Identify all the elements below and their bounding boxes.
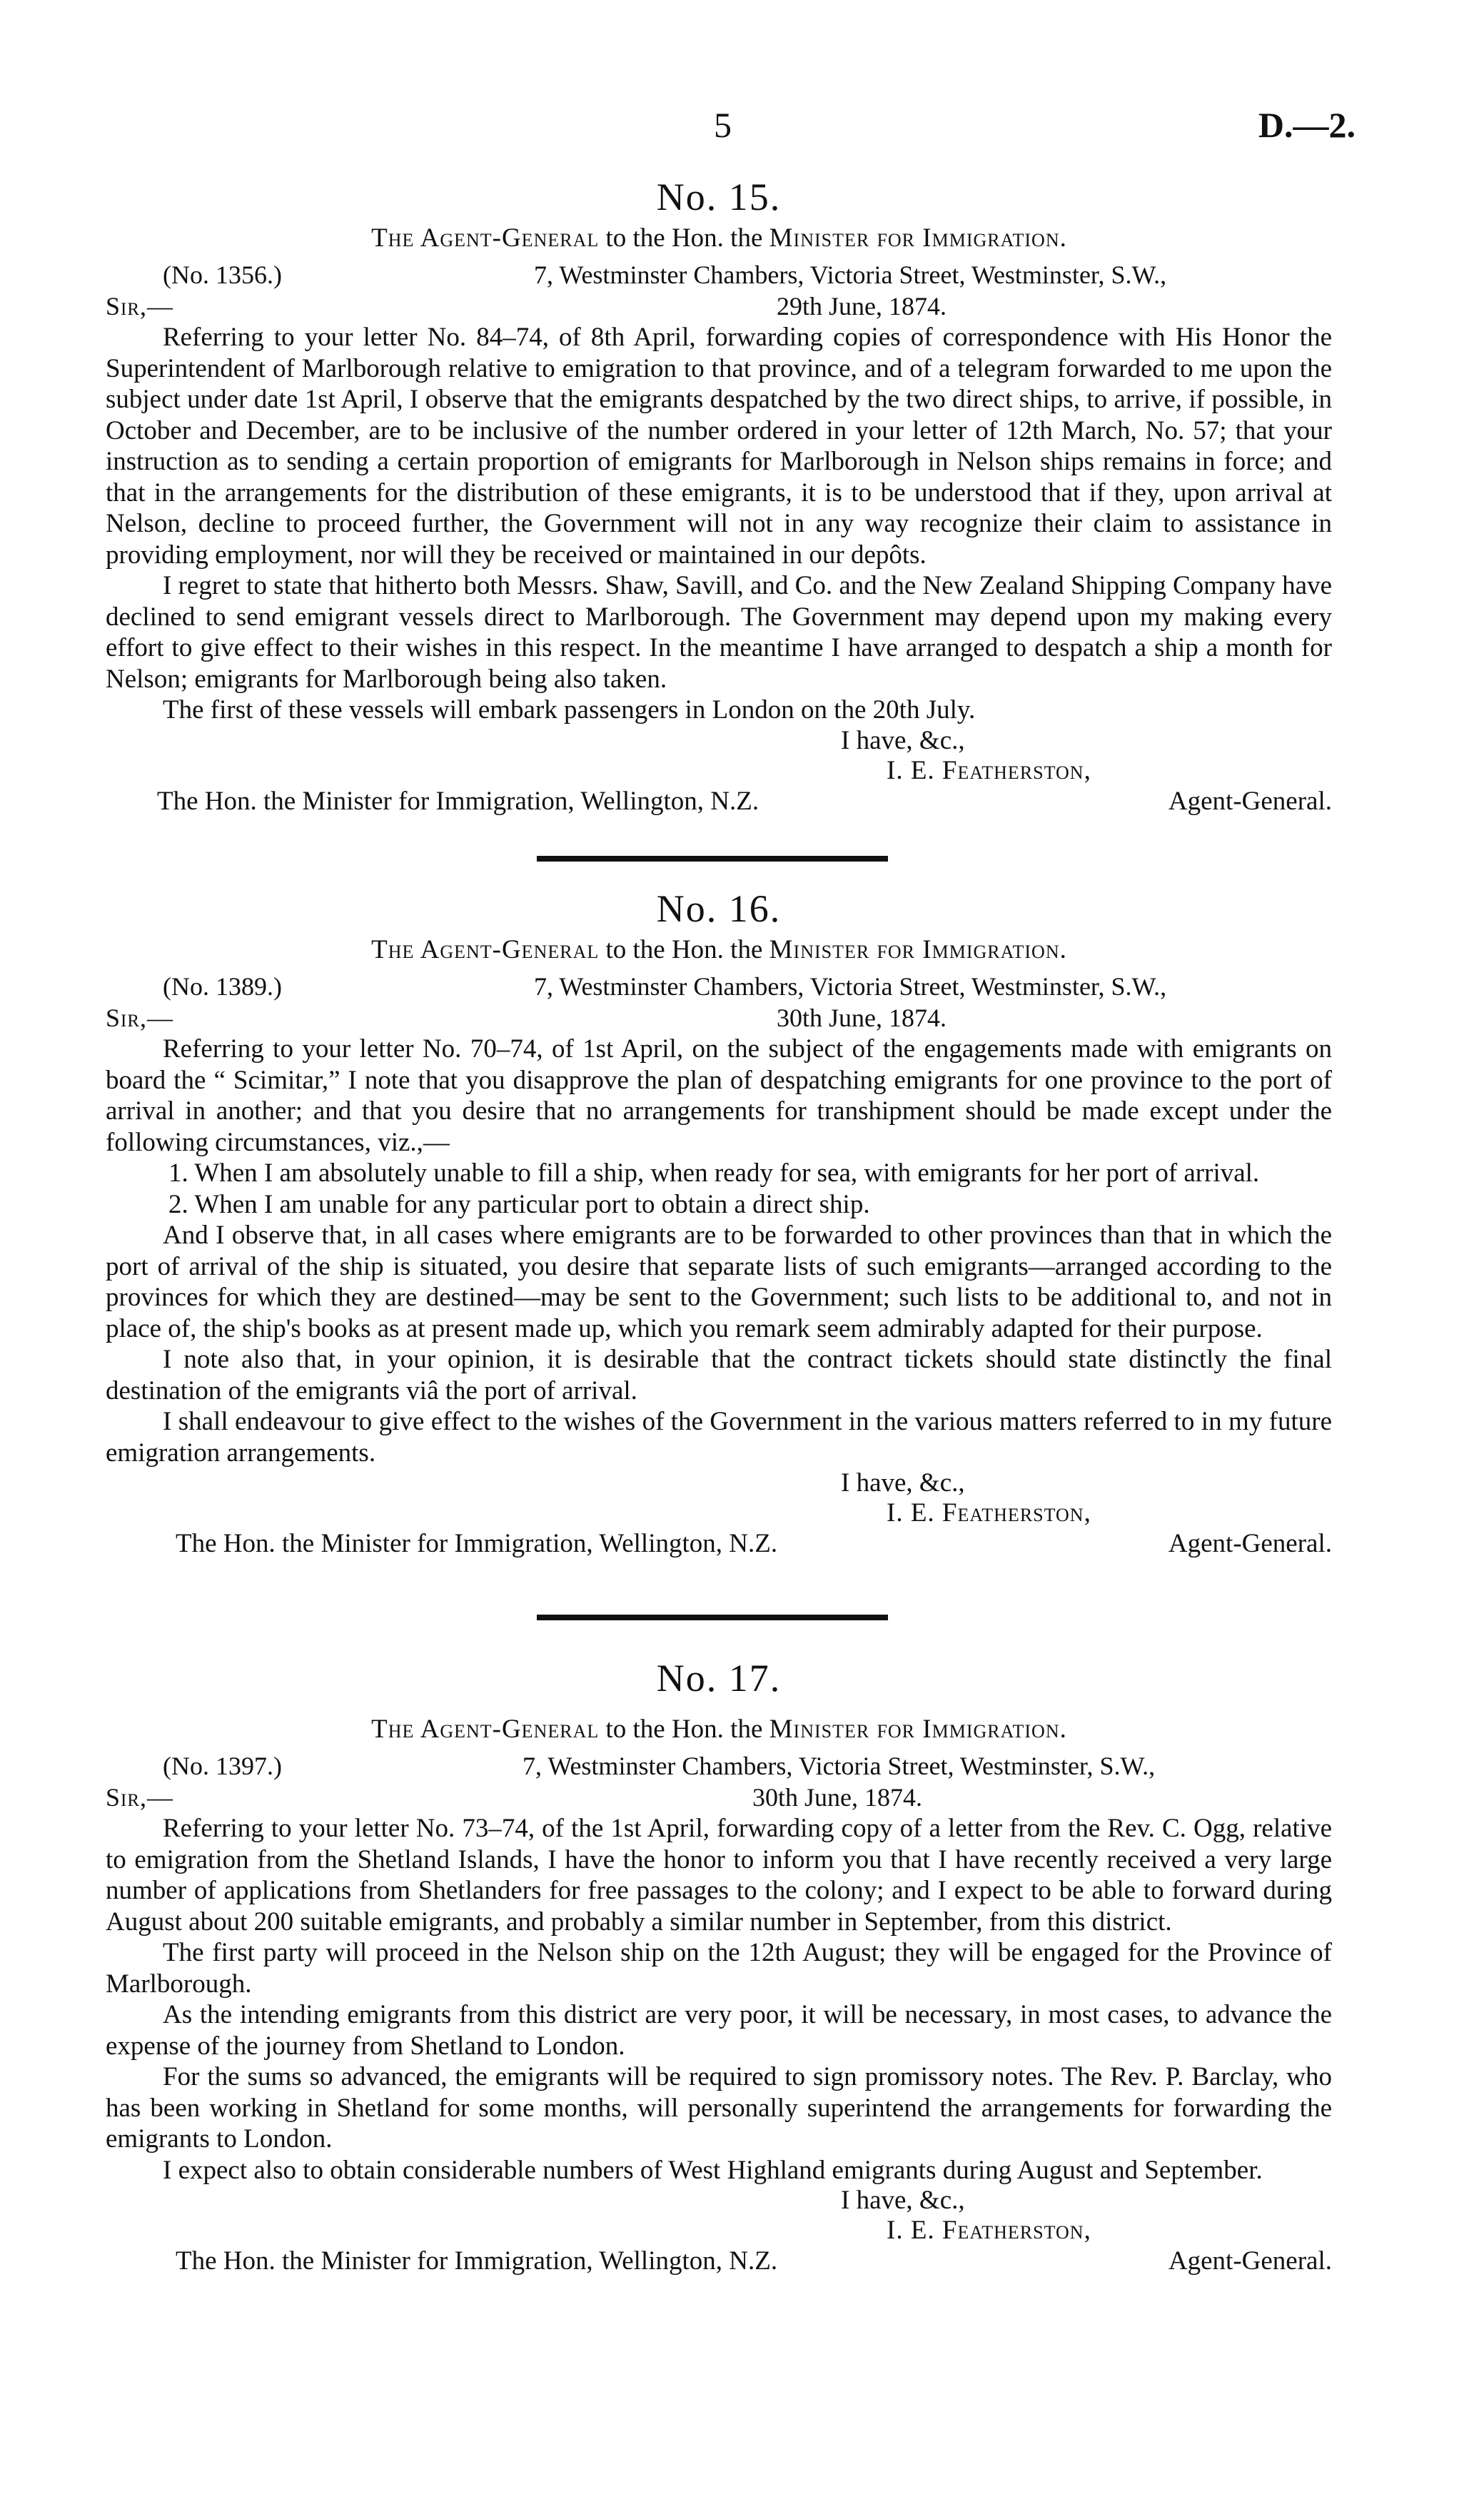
paragraph: As the intending emigrants from this district are very poor, it will be necessary, in most cases, to advance the expense of the journey from Shetland to London. [106, 2000, 1332, 2061]
paragraph: I regret to state that hitherto both Messrs. Shaw, Savill, and Co. and the New Zealand Shipping Company have declined to send emigrant vessels direct to Marlborough. The Government may depend upon my making every effort to give effect to their wishes in this respect. In the meantime I have arranged to despatch a ship a month for Nelson; emigrants for Marlborough being also taken. [106, 571, 1332, 694]
signer-role: Agent-General. [1168, 786, 1332, 816]
letter-ref: (No. 1397.) [163, 1752, 282, 1780]
addressee: The Hon. the Minister for Immigration, Wellington, N.Z. [157, 786, 759, 816]
ref-address-row [106, 971, 1332, 1002]
letter-number: No. 16. [656, 887, 782, 930]
signature [106, 1498, 1332, 1528]
letter-15 [106, 173, 1332, 817]
heading-mid: to the Hon. the [599, 223, 769, 253]
heading-to: Minister for Immigration [769, 1715, 1060, 1744]
letter-date: 29th June, 1874. [777, 292, 947, 320]
addressee-row [106, 786, 1332, 817]
paragraph: I note also that, in your opinion, it is desirable that the contract tickets should state distinctly the final destination of the emigrants viâ the port of arrival. [106, 1345, 1332, 1405]
signature-text: I. E. Featherston, [887, 2216, 1091, 2245]
heading-to: Minister for Immigration [769, 223, 1060, 253]
heading-mid: to the Hon. the [599, 935, 769, 964]
salutation: Sir,— [106, 1783, 174, 1812]
closing-text: I have, &c., [841, 725, 965, 755]
addressee-row [106, 1528, 1332, 1560]
salutation: Sir,— [106, 292, 174, 320]
section-divider [537, 1615, 888, 1620]
closing [106, 1468, 1332, 1498]
ref-address-row [106, 259, 1332, 291]
letter-number: No. 15. [656, 176, 782, 218]
paragraph: The first party will proceed in the Nelson ship on the 12th August; they will be engaged for the Province of Marlborough. [106, 1938, 1332, 1999]
sender-address: 7, Westminster Chambers, Victoria Street, Westminster, S.W., [534, 261, 1167, 289]
heading-end: . [1059, 935, 1066, 964]
paragraph: Referring to your letter No. 70–74, of 1st April, on the subject of the engagements made with emigrants on board the “ Scimitar,” I note that you disapprove the plan of despatching emigrants for one province to the port of arrival in another; and that you desire that no arrangements for transhipment should be made except under the following circumstances, viz.,— [106, 1034, 1332, 1157]
heading-end: . [1059, 1715, 1066, 1744]
letter-heading [106, 221, 1332, 256]
letter-ref: (No. 1356.) [163, 261, 282, 289]
paragraph: Referring to your letter No. 84–74, of 8th April, forwarding copies of correspondence with His Honor the Superintendent of Marlborough relative to emigration to that province, and of a telegram forwarded to me upon the subject under date 1st April, I observe that the emigrants despatched by the two direct ships, to arrive, if possible, in October and December, are to be inclusive of the number ordered in your letter of 12th March, No. 57; that your instruction as to sending a certain proportion of emigrants for Marlborough in Nelson ships remains in force; and that in the arrangements for the distribution of these emigrants, it is to be understood that if they, upon arrival at Nelson, decline to proceed further, the Government will not in any way recognize their claim to assistance in providing employment, nor will they be received or maintained in our depôts. [106, 323, 1332, 570]
ref-address-row [106, 1750, 1332, 1782]
list-item: 1. When I am absolutely unable to fill a ship, when ready for sea, with emigrants for her port of arrival. [168, 1158, 1260, 1188]
letter-heading [106, 932, 1332, 968]
salutation-date-row [106, 1782, 1332, 1813]
heading-end: . [1059, 223, 1066, 253]
addressee: The Hon. the Minister for Immigration, Wellington, N.Z. [176, 2246, 778, 2276]
paragraph: I shall endeavour to give effect to the wishes of the Government in the various matters referred to in my future emigration arrangements. [106, 1407, 1332, 1468]
closing [106, 726, 1332, 756]
signature [106, 756, 1332, 786]
letter-date: 30th June, 1874. [752, 1783, 922, 1812]
paragraph: I expect also to obtain considerable numbers of West Highland emigrants during August and September. [163, 2155, 1263, 2185]
addressee-row [106, 2246, 1332, 2277]
signer-role: Agent-General. [1168, 2246, 1332, 2276]
paragraph: The first of these vessels will embark passengers in London on the 20th July. [163, 695, 976, 725]
salutation-date-row [106, 291, 1332, 322]
heading-from: The Agent-General [371, 1715, 600, 1744]
salutation-date-row [106, 1002, 1332, 1034]
signature-text: I. E. Featherston, [887, 1498, 1091, 1528]
letter-number: No. 17. [656, 1657, 782, 1700]
heading-mid: to the Hon. the [599, 1715, 769, 1744]
signature-text: I. E. Featherston, [887, 755, 1091, 785]
salutation: Sir,— [106, 1004, 174, 1032]
letter-heading [106, 1712, 1332, 1747]
letter-date: 30th June, 1874. [777, 1004, 947, 1032]
letter-ref: (No. 1389.) [163, 972, 282, 1001]
closing [106, 2186, 1332, 2216]
paragraph: Referring to your letter No. 73–74, of the 1st April, forwarding copy of a letter from the Rev. C. Ogg, relative to emigration from the Shetland Islands, I have the honor to inform you that I have recently received a very large number of applications from Shetlanders for free passages to the colony; and I expect to be able to forward during August about 200 suitable emigrants, and probably a similar number in September, from this district. [106, 1814, 1332, 1937]
page-number: 5 [714, 105, 732, 145]
letter-17 [106, 1655, 1332, 2277]
list-item: 2. When I am unable for any particular port to obtain a direct ship. [168, 1189, 870, 1219]
heading-from: The Agent-General [371, 935, 600, 964]
sender-address: 7, Westminster Chambers, Victoria Street, Westminster, S.W., [534, 972, 1167, 1001]
addressee: The Hon. the Minister for Immigration, Wellington, N.Z. [176, 1529, 778, 1558]
closing-text: I have, &c., [841, 2186, 965, 2215]
paragraph: And I observe that, in all cases where emigrants are to be forwarded to other provinces than that in which the port of arrival of the ship is situated, you desire that separate lists of such emigrants—arranged according to the provinces for which they are destined—may be sent to the Government; such lists to be additional to, and not in place of, the ship's books as at present made up, which you remark seem admirably adapted for their purpose. [106, 1221, 1332, 1343]
section-divider [537, 856, 888, 862]
heading-from: The Agent-General [371, 223, 600, 253]
signature [106, 2216, 1332, 2246]
signer-role: Agent-General. [1168, 1529, 1332, 1558]
heading-to: Minister for Immigration [769, 935, 1060, 964]
document-reference: D.—2. [1258, 105, 1356, 145]
sender-address: 7, Westminster Chambers, Victoria Street, Westminster, S.W., [523, 1752, 1156, 1780]
closing-text: I have, &c., [841, 1468, 965, 1498]
paragraph: For the sums so advanced, the emigrants will be required to sign promissory notes. The Rev. P. Barclay, who has been working in Shetland for some months, will personally superintend the arrangements for forwarding the emigrants to London. [106, 2062, 1332, 2154]
letter-16 [106, 885, 1332, 1560]
